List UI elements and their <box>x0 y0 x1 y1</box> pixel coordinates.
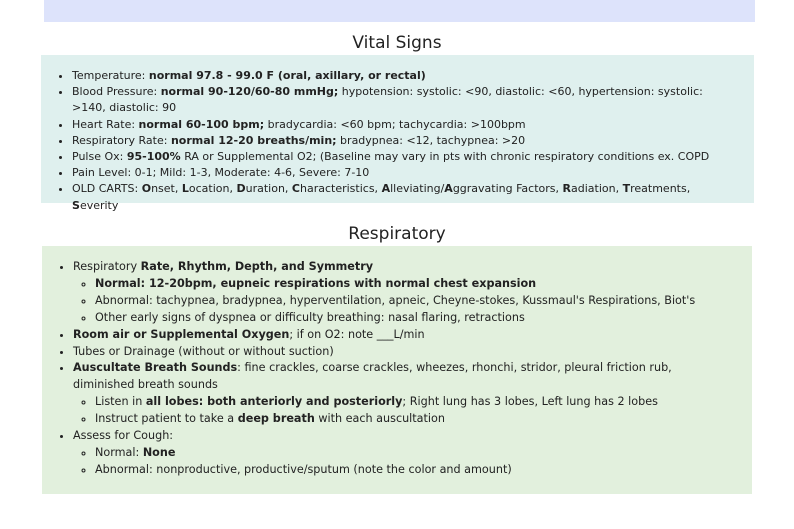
acronym-letter: T <box>622 182 631 196</box>
item-text: Normal: <box>95 445 143 459</box>
list-item-heart-rate <box>72 117 734 133</box>
item-text: with each auscultation <box>314 412 445 426</box>
item-bold: all lobes: both anteriorly and posteriorly <box>145 395 403 409</box>
sublist-item-deep-breath <box>95 411 728 428</box>
item-value: normal 12-20 breaths/min; <box>170 133 337 147</box>
acronym-letter: S <box>72 198 80 212</box>
sublist <box>73 394 728 428</box>
list-item-oxygen <box>73 327 728 344</box>
item-value: normal 60-100 bpm; <box>138 117 265 131</box>
item-detail: bradycardia: <60 bpm; tachycardia: >100bpm <box>264 117 526 131</box>
item-bold: Room air or Supplemental Oxygen <box>73 327 290 341</box>
list-item-pain-level <box>72 165 734 181</box>
list-item-blood-pressure <box>72 84 734 116</box>
item-label: Heart Rate: <box>72 117 139 131</box>
vital-signs-box <box>41 55 754 212</box>
item-bold: None <box>142 445 176 459</box>
acronym-word: everity <box>79 198 119 212</box>
acronym-word: reatments, <box>630 182 691 196</box>
item-detail: bradypnea: <12, tachypnea: >20 <box>336 133 526 147</box>
sublist-item-lobes <box>95 394 728 411</box>
list-item-respiratory-rate <box>72 133 734 149</box>
acronym-word: adiation, <box>571 182 623 196</box>
list-item-cough <box>73 428 728 479</box>
item-label: Blood Pressure: <box>72 85 161 99</box>
acronym-word: uration, <box>245 182 292 196</box>
item-bold: deep breath <box>237 412 315 426</box>
item-text: Assess for Cough: <box>73 429 174 443</box>
sublist-item-cough-abnormal <box>95 462 728 479</box>
acronym-letter: A <box>381 182 391 196</box>
acronym-word: ggravating Factors, <box>452 182 563 196</box>
acronym-letter: R <box>562 182 571 196</box>
respiratory-box <box>42 246 752 494</box>
item-bold: Auscultate Breath Sounds <box>73 361 238 375</box>
item-label: Temperature: <box>72 69 149 82</box>
sublist <box>73 445 728 479</box>
item-text: Instruct patient to take a <box>95 412 238 426</box>
acronym-letter: L <box>181 182 189 196</box>
acronym-letter: A <box>444 182 453 196</box>
list-item-respiratory-assessment <box>73 259 728 327</box>
item-label: Respiratory Rate: <box>72 133 171 147</box>
item-label: OLD CARTS: <box>72 182 142 196</box>
vital-signs-list <box>55 68 734 214</box>
acronym-letter: C <box>291 182 300 196</box>
list-item-tubes <box>73 344 728 361</box>
item-text: : fine crackles, coarse crackles, wheezes, rhonchi, stridor, pleural friction rub, diminished breath sounds <box>73 361 672 392</box>
item-text: Listen in <box>95 395 146 409</box>
list-item-breath-sounds <box>73 360 728 428</box>
list-item-temperature <box>72 68 734 84</box>
item-text: Tubes or Drainage (without or without suction) <box>73 344 334 358</box>
previous-section-box <box>44 0 755 22</box>
item-label: Pulse Ox: <box>72 150 127 164</box>
acronym-word: haracteristics, <box>300 182 382 196</box>
item-text: Other early signs of dyspnea or difficulty breathing: nasal flaring, retractions <box>95 310 525 324</box>
item-value: normal 97.8 - 99.0 F (oral, axillary, or rectal) <box>148 69 426 82</box>
item-text: Abnormal: tachypnea, bradypnea, hyperventilation, apneic, Cheyne-stokes, Kussmaul's Respirations, Biot's <box>95 293 696 307</box>
acronym-word: ocation, <box>188 182 237 196</box>
vital-signs-heading: Vital Signs <box>352 33 442 53</box>
item-text: Abnormal: nonproductive, productive/sputum (note the color and amount) <box>95 462 512 476</box>
sublist-item-cough-normal <box>95 445 728 462</box>
item-detail: hypotension: systolic: <90, diastolic: <60, hypertension: systolic: >140, diastolic: 90 <box>72 85 703 115</box>
list-item-pulse-ox <box>72 149 734 165</box>
item-bold: Normal: 12-20bpm, eupneic respirations with normal chest expansion <box>95 276 537 290</box>
sublist-item-normal <box>95 276 728 293</box>
acronym-word: nset, <box>151 182 182 196</box>
respiratory-list <box>56 259 728 479</box>
acronym-letter: D <box>236 182 246 196</box>
item-bold: Rate, Rhythm, Depth, and Symmetry <box>140 260 374 273</box>
item-value: 95-100% <box>126 150 181 164</box>
item-text: ; if on O2: note ___L/min <box>289 327 425 341</box>
item-text: ; Right lung has 3 lobes, Left lung has 2 lobes <box>402 395 658 409</box>
item-value: normal 90-120/60-80 mmHg; <box>160 85 339 99</box>
sublist <box>73 276 728 327</box>
sublist-item-early-signs <box>95 310 728 327</box>
acronym-word: lleviating/ <box>390 182 445 196</box>
list-item-old-carts <box>72 181 734 213</box>
item-label: Respiratory <box>73 260 141 273</box>
item-detail: RA or Supplemental O2; (Baseline may vary in pts with chronic respiratory conditions ex. COPD <box>180 150 710 164</box>
acronym-letter: O <box>141 182 152 196</box>
sublist-item-abnormal <box>95 293 728 310</box>
item-text: Pain Level: 0-1; Mild: 1-3, Moderate: 4-6, Severe: 7-10 <box>72 166 370 180</box>
respiratory-heading: Respiratory <box>348 224 446 244</box>
